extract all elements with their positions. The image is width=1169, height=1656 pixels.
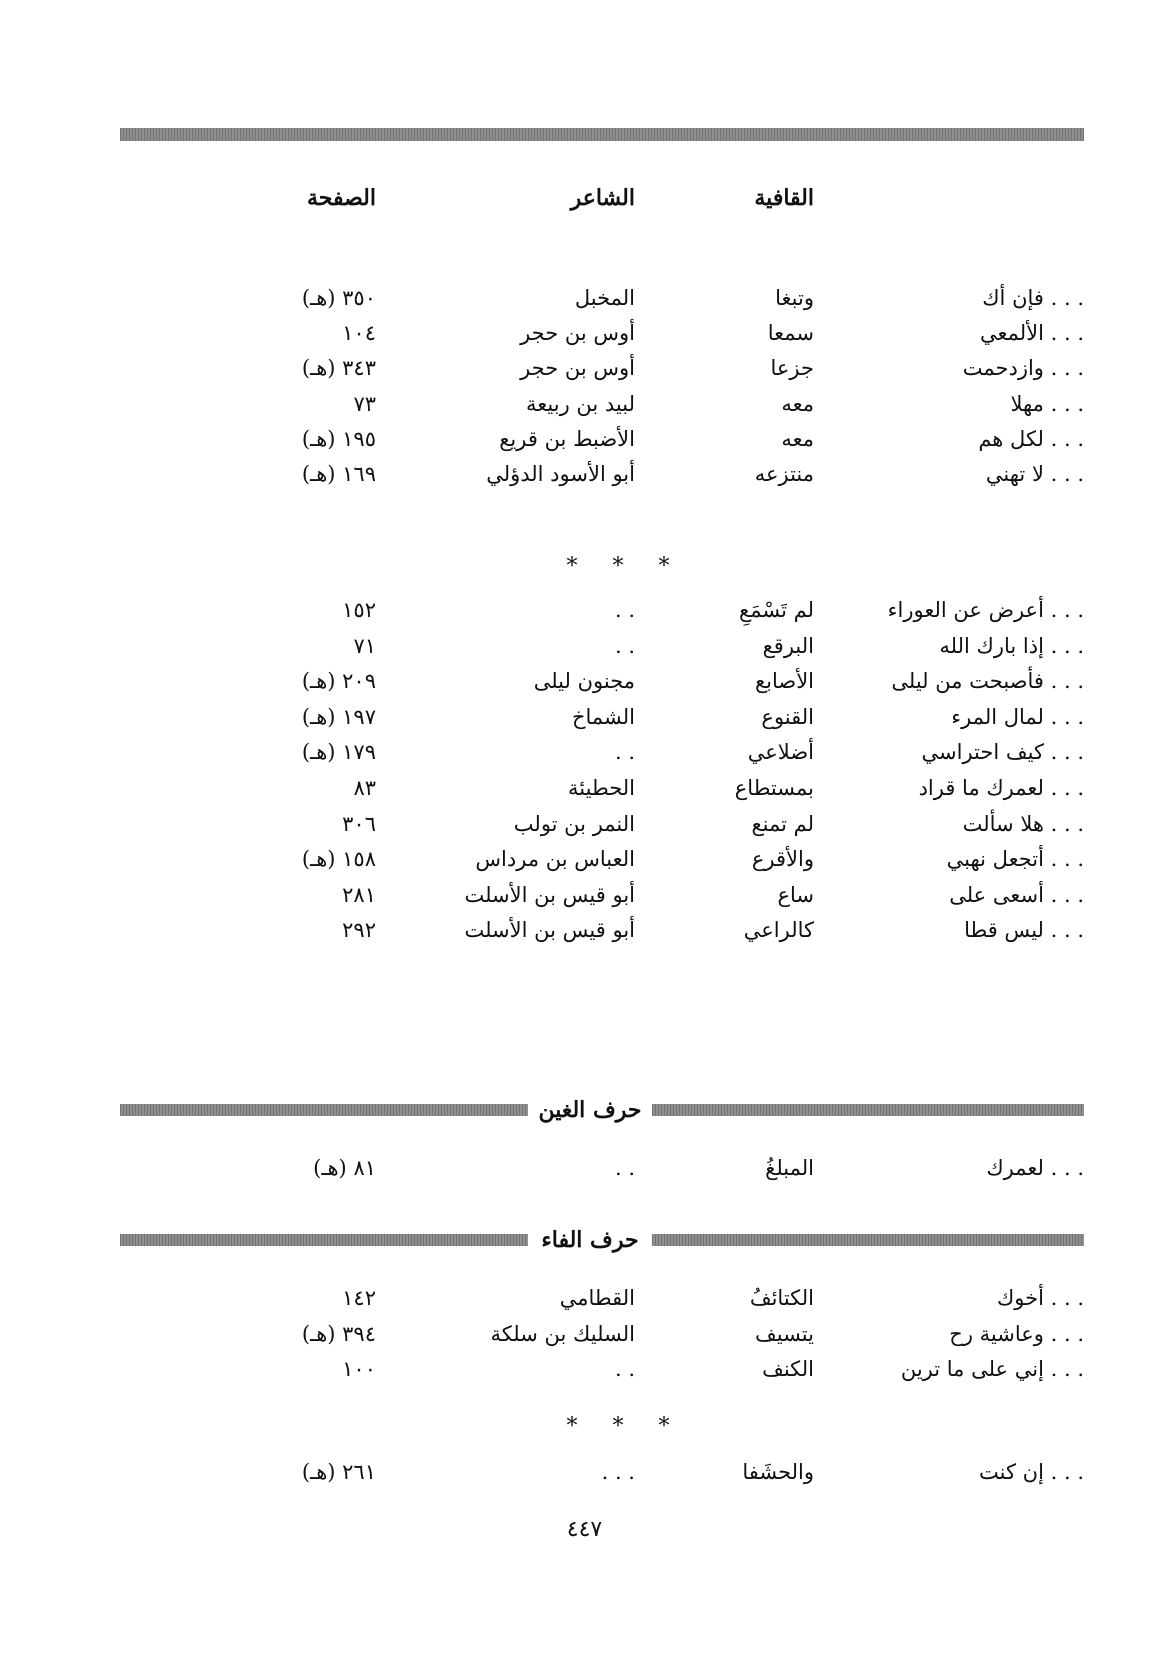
row-opening: إذا بارك الله . . .: [939, 634, 1084, 658]
header-rhyme: القافية: [754, 185, 814, 211]
row-rhyme: الأصابع: [754, 669, 814, 693]
row-poet: الأضبط بن قريع: [499, 427, 635, 451]
row-rhyme: بمستطاع: [734, 776, 814, 800]
section-heading-ghain: [120, 1096, 1084, 1124]
page-number: ٤٤٧: [566, 1517, 603, 1542]
row-poet: المخبل: [574, 286, 635, 310]
row-poet: أبو الأسود الدؤلي: [486, 462, 635, 486]
heading-rule-right: [652, 1104, 1084, 1116]
row-opening: فإن أك . . .: [982, 286, 1084, 310]
row-opening: الألمعي . . .: [979, 321, 1084, 345]
row-page: ٨١ (هـ): [313, 1156, 376, 1180]
row-poet: الشماخ: [571, 705, 635, 729]
heading-rule-left: [120, 1104, 528, 1116]
row-opening: أسعى على . . .: [949, 883, 1084, 907]
row-opening: لكل هم . . .: [978, 427, 1084, 451]
row-rhyme: جزعا: [770, 356, 814, 380]
row-rhyme: وتبغا: [775, 286, 814, 310]
heading-rule-left: [120, 1234, 528, 1246]
row-opening: لمال المرء . . .: [951, 705, 1084, 729]
separator-stars: * * *: [566, 1414, 684, 1439]
row-rhyme: لم تَسْمَعِ: [739, 598, 814, 622]
row-poet: أوس بن حجر: [520, 356, 635, 380]
row-page: ٧١: [353, 634, 376, 658]
row-page: ١٤٢: [342, 1286, 376, 1310]
section-title-fa: حرف الفاء: [541, 1227, 639, 1253]
row-opening: هلا سألت . . .: [962, 812, 1084, 836]
row-page: ٣٩٤ (هـ): [301, 1322, 376, 1346]
row-opening: أعرض عن العوراء . . .: [887, 598, 1084, 622]
row-opening: إني على ما ترين . . .: [900, 1357, 1084, 1381]
row-page: ١٥٢: [342, 598, 376, 622]
row-opening: أتجعل نهبي . . .: [946, 847, 1084, 871]
row-rhyme: ساع: [777, 883, 814, 907]
row-poet: القطامي: [559, 1286, 635, 1310]
row-page: ١٠٠: [342, 1357, 376, 1381]
row-page: ٣٤٣ (هـ): [301, 356, 376, 380]
row-rhyme: الكنف: [762, 1357, 814, 1381]
row-rhyme: الكتائفُ: [749, 1286, 814, 1310]
row-opening: مهلا . . .: [1010, 392, 1084, 416]
row-poet: أبو قيس بن الأسلت: [464, 918, 635, 942]
row-opening: لعمرك . . .: [986, 1156, 1084, 1180]
row-poet: الحطيئة: [568, 776, 635, 800]
row-page: ٣٥٠ (هـ): [301, 286, 376, 310]
header-page: الصفحة: [306, 185, 376, 211]
row-page: ٧٣: [353, 392, 376, 416]
row-rhyme: لم تمنع: [751, 812, 814, 836]
row-page: ٣٠٦: [342, 812, 376, 836]
separator-stars: * * *: [566, 554, 684, 579]
section-title-ghain: حرف الغين: [538, 1097, 642, 1123]
row-rhyme: والحشَفا: [742, 1460, 814, 1484]
row-opening: وازدحمت . . .: [962, 356, 1084, 380]
row-page: ٢٦١ (هـ): [301, 1460, 376, 1484]
heading-rule-right: [652, 1234, 1084, 1246]
row-page: ١٩٥ (هـ): [301, 427, 376, 451]
row-rhyme: منتزعه: [754, 462, 814, 486]
row-rhyme: كالراعي: [743, 918, 814, 942]
row-rhyme: معه: [781, 392, 814, 416]
row-poet: لبيد بن ربيعة: [526, 392, 635, 416]
row-rhyme: أضلاعي: [747, 740, 814, 764]
row-poet: . .: [614, 634, 635, 658]
row-poet: العباس بن مرداس: [475, 847, 635, 871]
section-heading-fa: [120, 1226, 1084, 1254]
row-rhyme: سمعا: [767, 321, 814, 345]
row-rhyme: القنوع: [761, 705, 814, 729]
row-page: ٢٨١: [342, 883, 376, 907]
row-opening: إن كنت . . .: [979, 1460, 1084, 1484]
row-rhyme: البرقع: [762, 634, 814, 658]
row-poet: أوس بن حجر: [520, 321, 635, 345]
row-page: ١٠٤: [342, 321, 376, 345]
row-poet: . .: [614, 1156, 635, 1180]
row-poet: . .: [614, 598, 635, 622]
top-rule: [120, 128, 1084, 141]
row-page: ١٧٩ (هـ): [301, 740, 376, 764]
header-poet: الشاعر: [570, 185, 635, 211]
row-rhyme: معه: [781, 427, 814, 451]
row-poet: النمر بن تولب: [513, 812, 635, 836]
row-rhyme: والأقرع: [751, 847, 814, 871]
row-page: ١٩٧ (هـ): [301, 705, 376, 729]
row-opening: وعاشية رح . . .: [949, 1322, 1084, 1346]
row-poet: السليك بن سلكة: [490, 1322, 635, 1346]
row-rhyme: يتسيف: [755, 1322, 814, 1346]
row-opening: كيف احتراسي . . .: [921, 740, 1084, 764]
row-opening: لا تهني . . .: [985, 462, 1084, 486]
row-page: ١٥٨ (هـ): [301, 847, 376, 871]
row-opening: أخوك . . .: [996, 1286, 1084, 1310]
row-page: ٨٣: [353, 776, 376, 800]
row-poet: . .: [614, 740, 635, 764]
row-opening: فأصبحت من ليلى . . .: [891, 669, 1084, 693]
row-opening: ليس قطا . . .: [964, 918, 1084, 942]
row-poet: . .: [614, 1357, 635, 1381]
row-opening: لعمرك ما قراد . . .: [918, 776, 1084, 800]
row-page: ٢٩٢: [342, 918, 376, 942]
row-page: ١٦٩ (هـ): [301, 462, 376, 486]
row-poet: أبو قيس بن الأسلت: [464, 883, 635, 907]
row-poet: مجنون ليلى: [533, 669, 635, 693]
row-rhyme: المبلغُ: [765, 1156, 814, 1180]
row-poet: . . .: [601, 1460, 635, 1484]
row-page: ٢٠٩ (هـ): [301, 669, 376, 693]
